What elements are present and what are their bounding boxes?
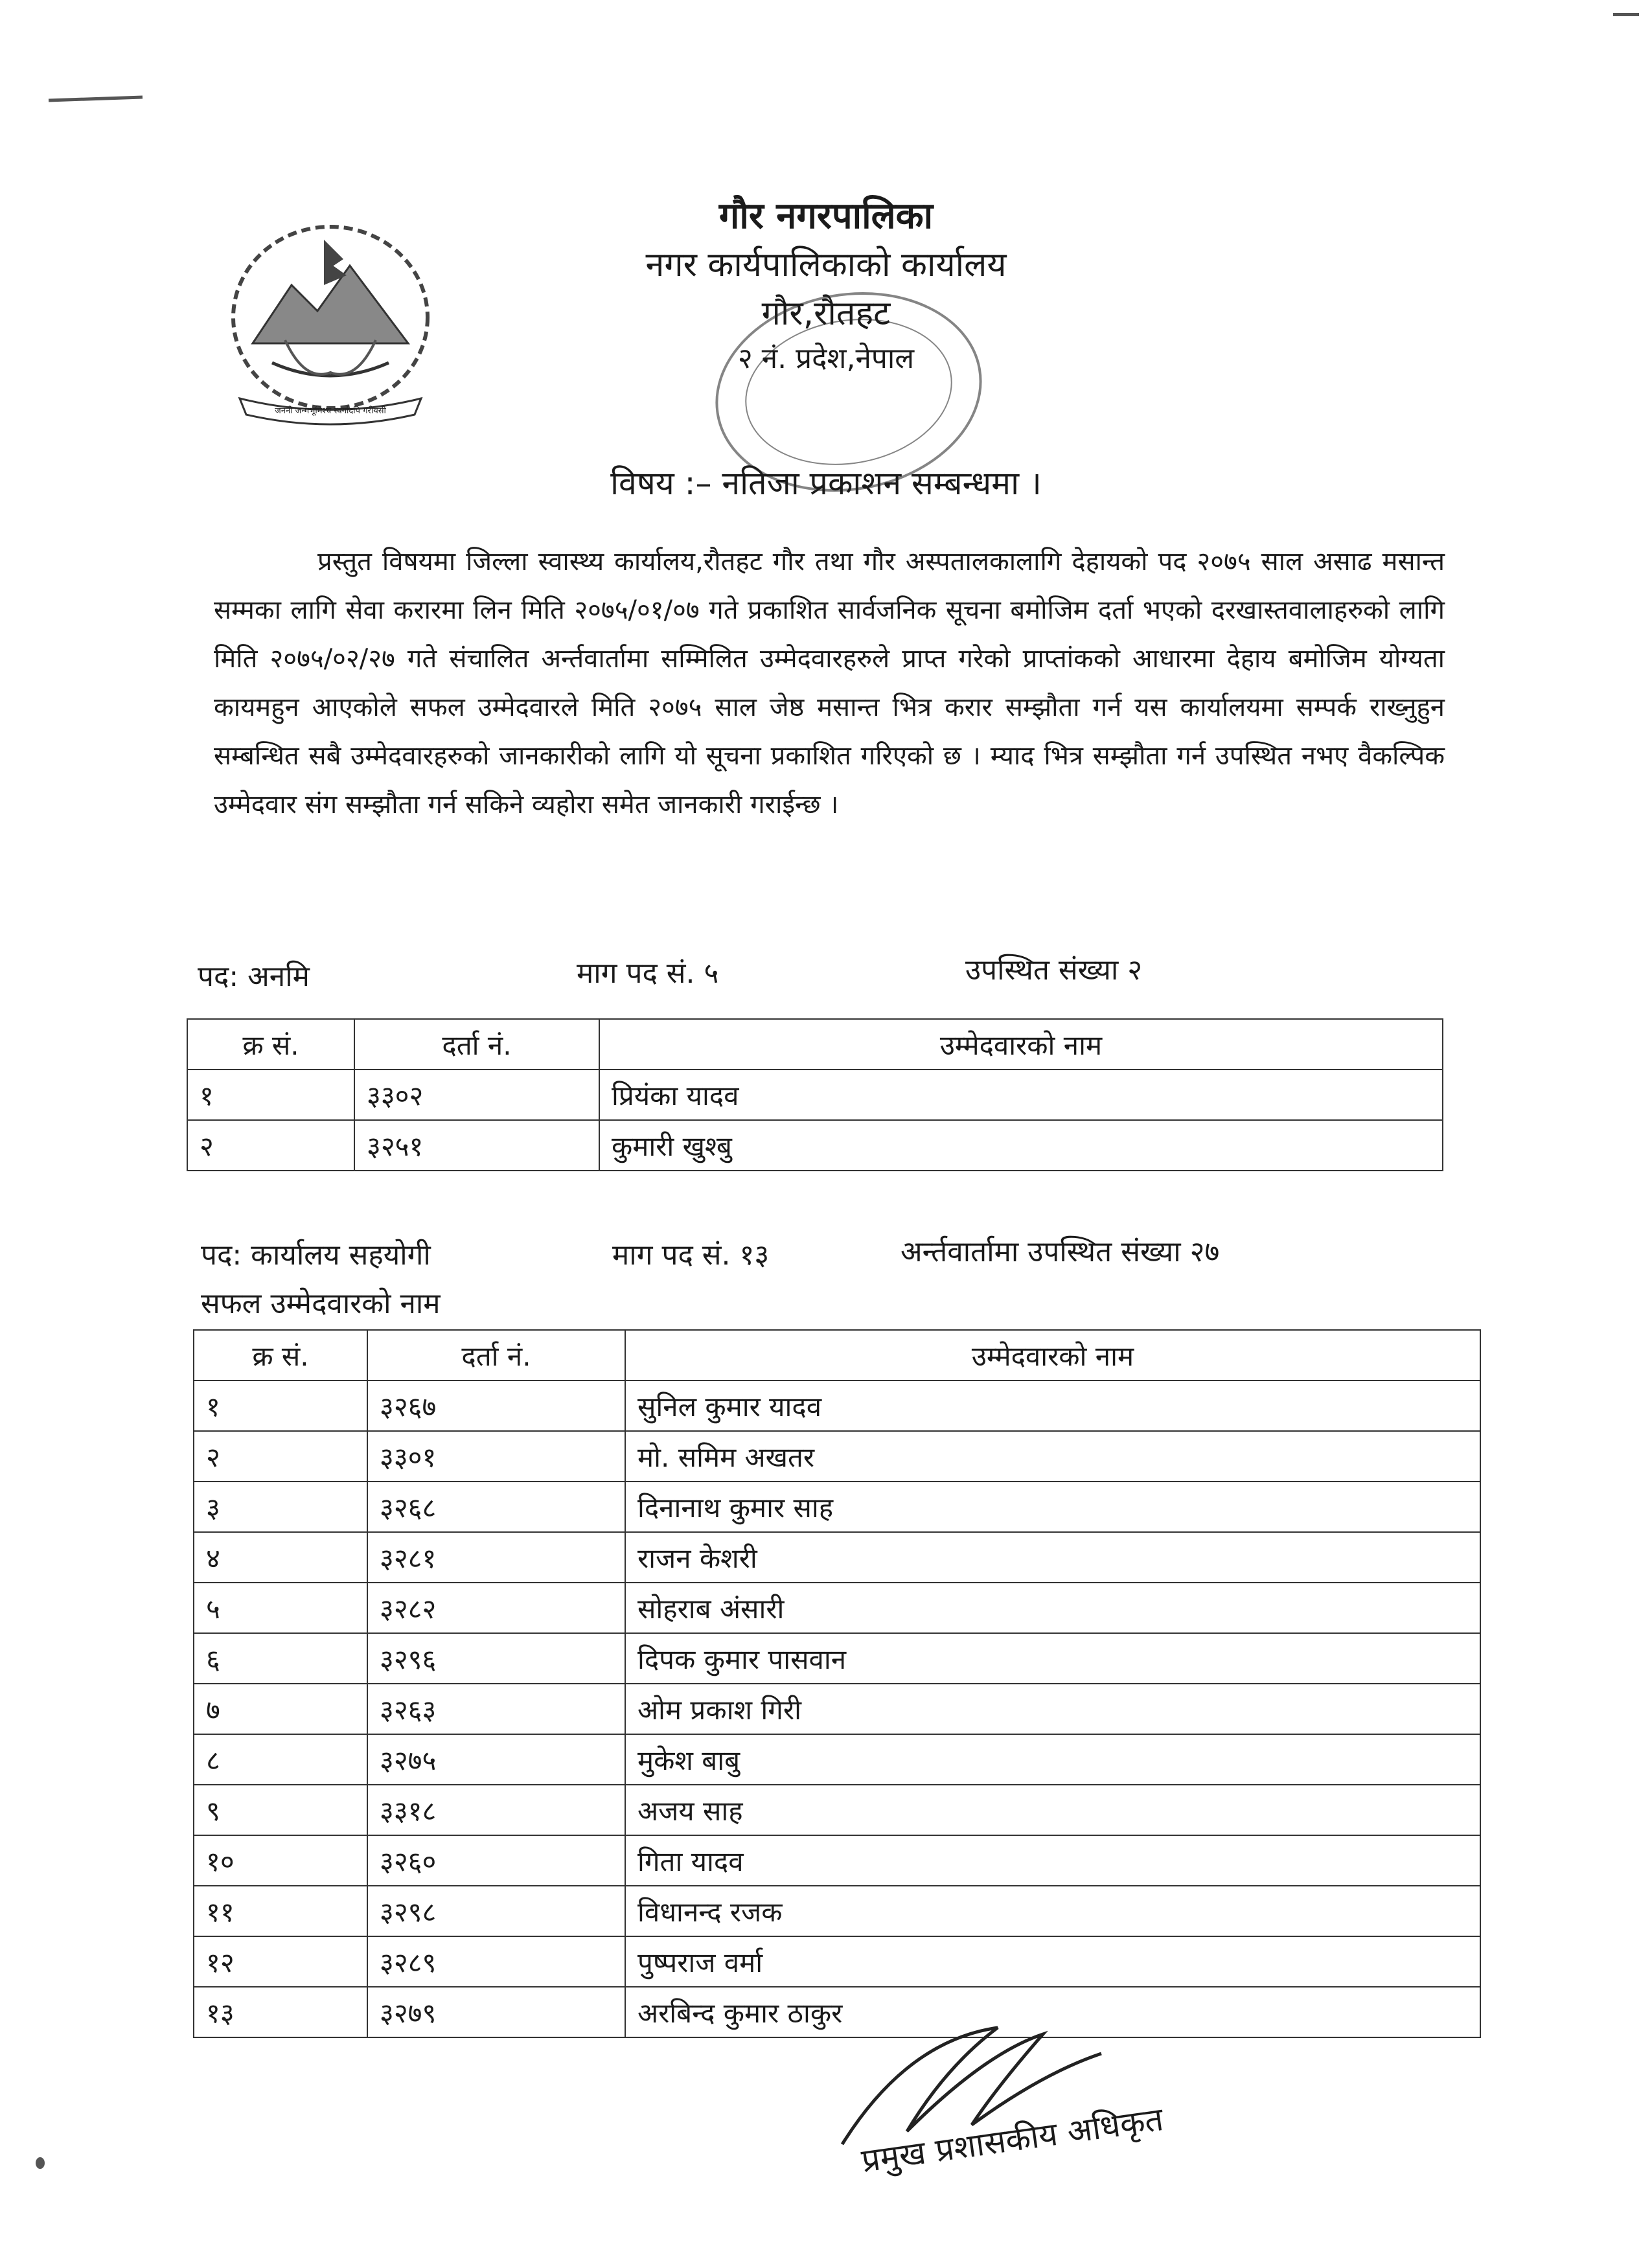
candidate-name-cell: मुकेश बाबु [625, 1734, 1480, 1785]
reg-number-cell: ३२८९ [367, 1936, 625, 1987]
candidate-name-cell: अजय साह [625, 1785, 1480, 1835]
reg-number-cell: ३२६३ [367, 1684, 625, 1734]
col-name: उम्मेदवारको नाम [625, 1330, 1480, 1380]
reg-number-cell: ३२९८ [367, 1886, 625, 1936]
scan-mark [49, 95, 143, 102]
candidate-name-cell: सोहराब अंसारी [625, 1583, 1480, 1633]
table-row [194, 1936, 1480, 1987]
serial-cell: ९ [194, 1785, 367, 1835]
reg-number-cell: ३२८२ [367, 1583, 625, 1633]
post1-demand: माग पद सं. ५ [577, 957, 719, 990]
post2-present: अर्न्तवार्तामा उपस्थित संख्या २७ [901, 1235, 1220, 1268]
reg-number-cell: ३३०२ [354, 1070, 599, 1120]
serial-cell: १३ [194, 1987, 367, 2037]
candidate-name-cell: पुष्पराज वर्मा [625, 1936, 1480, 1987]
candidate-name-cell: सुनिल कुमार यादव [625, 1380, 1480, 1431]
post1-table [187, 1018, 1443, 1171]
reg-number-cell: ३२८१ [367, 1532, 625, 1583]
reg-number-cell: ३२९६ [367, 1633, 625, 1684]
reg-number-cell: ३२६० [367, 1835, 625, 1886]
table-row [194, 1886, 1480, 1936]
serial-cell: ११ [194, 1886, 367, 1936]
col-reg: दर्ता नं. [354, 1019, 599, 1070]
col-reg: दर्ता नं. [367, 1330, 625, 1380]
table-row [194, 1482, 1480, 1532]
signatory-title: प्रमुख प्रशासकीय अधिकृत [859, 2100, 1166, 2180]
reg-number-cell: ३३०१ [367, 1431, 625, 1482]
serial-cell: १ [194, 1380, 367, 1431]
serial-cell: ६ [194, 1633, 367, 1684]
post2-title: पद: कार्यालय सहयोगी [201, 1239, 431, 1272]
candidate-name-cell: राजन केशरी [625, 1532, 1480, 1583]
post2-table [193, 1329, 1481, 2038]
subject-line: विषय :– नतिजा प्रकाशन सम्बन्धमा । [610, 464, 1042, 502]
table-row [187, 1120, 1443, 1171]
serial-cell: ३ [194, 1482, 367, 1532]
candidate-name-cell: दिनानाथ कुमार साह [625, 1482, 1480, 1532]
office-name: नगर कार्यपालिकाको कार्यालय [645, 246, 1007, 284]
table-header-row [194, 1330, 1480, 1380]
candidate-name-cell: दिपक कुमार पासवान [625, 1633, 1480, 1684]
table-row [194, 1380, 1480, 1431]
col-sn: क्र सं. [187, 1019, 354, 1070]
table-row [194, 1583, 1480, 1633]
col-sn: क्र सं. [194, 1330, 367, 1380]
candidate-name-cell: अरबिन्द कुमार ठाकुर [625, 1987, 1480, 2037]
reg-number-cell: ३२६७ [367, 1380, 625, 1431]
serial-cell: ७ [194, 1684, 367, 1734]
candidate-name-cell: प्रियंका यादव [599, 1070, 1443, 1120]
serial-cell: ५ [194, 1583, 367, 1633]
office-province: २ नं. प्रदेश,नेपाल [737, 342, 915, 375]
post2-subheading: सफल उम्मेदवारको नाम [201, 1287, 441, 1320]
table-row [194, 1785, 1480, 1835]
office-place: गौर,रौतहट [761, 294, 891, 333]
candidate-name-cell: गिता यादव [625, 1835, 1480, 1886]
serial-cell: १ [187, 1070, 354, 1120]
reg-number-cell: ३२७९ [367, 1987, 625, 2037]
table-row [194, 1734, 1480, 1785]
table-row [187, 1070, 1443, 1120]
table-row [194, 1431, 1480, 1482]
serial-cell: ८ [194, 1734, 367, 1785]
reg-number-cell: ३२५१ [354, 1120, 599, 1171]
notice-body: प्रस्तुत विषयमा जिल्ला स्वास्थ्य कार्यालय,रौतहट गौर तथा गौर अस्पतालकालागि देहायको पद २०७५ साल असाढ मसान्त सम्मका लागि सेवा करारमा लिन मिति २०७५/०१/०७ गते प्रकाशित सार्वजनिक सूचना बमोजिम दर्ता भएको दरखास्तवालाहरुको लागि मिति २०७५/०२/२७ गते संचालित अर्न्तवार्तामा सम्मिलित उम्मेदवारहरुले प्राप्त गरेको प्राप्तांकको आधारमा देहाय बमोजिम योग्यता कायमहुन आएकोले सफल उम्मेदवारले मिति २०७५ साल जेष्ठ मसान्त भित्र करार सम्झौता गर्न यस कार्यालयमा सम्पर्क राख्नुहुन सम्बन्धित सबै उम्मेदवारहरुको जानकारीको लागि यो सूचना प्रकाशित गरिएको छ । म्याद भित्र सम्झौता गर्न उपस्थित नभए वैकल्पिक उम्मेदवार संग सम्झौता गर्न सकिने व्यहोरा समेत जानकारी गराईन्छ । [214, 547, 1445, 819]
scan-dot [36, 2157, 45, 2169]
emblem-motto: जननी जन्मभूमिश्च स्वर्गादपि गरीयसी [275, 406, 386, 416]
post1-title: पद: अनमि [198, 960, 310, 993]
serial-cell: १२ [194, 1936, 367, 1987]
post1-present: उपस्थित संख्या २ [965, 954, 1143, 987]
table-header-row [187, 1019, 1443, 1070]
table-row [194, 1684, 1480, 1734]
candidate-name-cell: कुमारी खुश्बु [599, 1120, 1443, 1171]
table-row [194, 1633, 1480, 1684]
reg-number-cell: ३३१८ [367, 1785, 625, 1835]
org-name: गौर नगरपालिका [718, 195, 934, 237]
reg-number-cell: ३२७५ [367, 1734, 625, 1785]
serial-cell: २ [194, 1431, 367, 1482]
scan-edge [1613, 13, 1639, 16]
reg-number-cell: ३२६८ [367, 1482, 625, 1532]
post2-demand: माग पद सं. १३ [612, 1239, 770, 1272]
serial-cell: २ [187, 1120, 354, 1171]
serial-cell: १० [194, 1835, 367, 1886]
table-row [194, 1835, 1480, 1886]
candidate-name-cell: विधानन्द रजक [625, 1886, 1480, 1936]
serial-cell: ४ [194, 1532, 367, 1583]
col-name: उम्मेदवारको नाम [599, 1019, 1443, 1070]
candidate-name-cell: मो. समिम अखतर [625, 1431, 1480, 1482]
table-row [194, 1532, 1480, 1583]
candidate-name-cell: ओम प्रकाश गिरी [625, 1684, 1480, 1734]
